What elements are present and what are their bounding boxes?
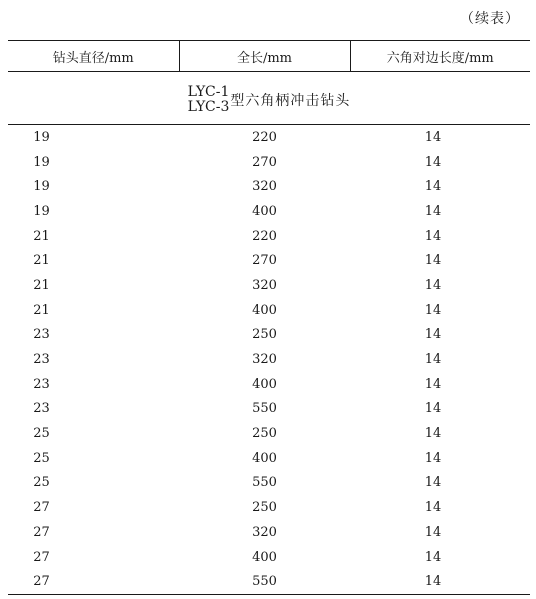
cell-diameter: 21 [33, 253, 50, 269]
cell-length: 400 [252, 376, 277, 392]
cell-hex-width: 14 [424, 401, 442, 417]
cell-length: 550 [179, 569, 350, 594]
subheader-row [8, 72, 530, 125]
cell-diameter: 21 [33, 277, 50, 293]
cell-length: 220 [252, 228, 277, 244]
table-row [8, 545, 530, 570]
cell-hex-width: 14 [424, 376, 442, 392]
cell-length: 320 [252, 352, 277, 368]
continued-caption: （续表） [460, 11, 520, 27]
cell-hex-width: 14 [424, 129, 442, 145]
cell-diameter: 27 [8, 569, 179, 594]
cell-diameter: 27 [33, 524, 50, 540]
table-row [8, 150, 530, 175]
cell-length: 400 [252, 549, 277, 565]
cell-diameter: 23 [33, 401, 50, 417]
header-diameter: 钻头直径/mm [8, 41, 179, 72]
table-subheader [8, 72, 530, 125]
table-row [8, 495, 530, 520]
cell-diameter: 23 [33, 352, 50, 368]
cell-diameter: 23 [33, 327, 50, 343]
model-stack [188, 85, 230, 115]
cell-length: 550 [252, 475, 277, 491]
table-row [8, 471, 530, 496]
cell-length: 270 [252, 253, 277, 269]
cell-length: 220 [252, 129, 277, 145]
cell-hex-width: 14 [424, 524, 442, 540]
table-header [8, 41, 530, 72]
cell-diameter: 19 [33, 203, 50, 219]
cell-diameter: 19 [33, 129, 50, 145]
cell-hex-width: 14 [424, 352, 442, 368]
cell-length: 320 [252, 524, 277, 540]
cell-hex-width: 14 [424, 327, 442, 343]
cell-hex-width: 14 [424, 426, 442, 442]
subheader-content [188, 85, 351, 115]
cell-length: 250 [252, 500, 277, 516]
table-row [8, 569, 530, 594]
cell-diameter: 25 [33, 450, 50, 466]
cell-length: 270 [252, 154, 277, 170]
cell-hex-width: 14 [424, 500, 442, 516]
table-row [8, 248, 530, 273]
cell-hex-width: 14 [350, 569, 530, 594]
cell-length: 250 [252, 426, 277, 442]
table-body [8, 125, 530, 595]
cell-hex-width: 14 [424, 450, 442, 466]
cell-diameter: 25 [33, 426, 50, 442]
header-length: 全长/mm [179, 41, 350, 72]
model-top: LYC-1 [187, 84, 230, 100]
cell-hex-width: 14 [424, 203, 442, 219]
cell-length: 400 [252, 450, 277, 466]
table-row [8, 372, 530, 397]
cell-hex-width: 14 [424, 475, 442, 491]
cell-hex-width: 14 [424, 154, 442, 170]
cell-length: 400 [252, 203, 277, 219]
cell-hex-width: 14 [424, 179, 442, 195]
table-row [8, 397, 530, 422]
table-row [8, 273, 530, 298]
type-text: 型六角柄冲击钻头 [230, 93, 351, 109]
table-row [8, 199, 530, 224]
table-row [8, 347, 530, 372]
cell-diameter: 21 [33, 228, 50, 244]
cell-length: 400 [252, 302, 277, 318]
cell-diameter: 27 [33, 500, 50, 516]
cell-length: 550 [252, 401, 277, 417]
cell-diameter: 27 [33, 549, 50, 565]
header-row [8, 41, 530, 72]
cell-diameter: 25 [33, 475, 50, 491]
table-row [8, 125, 530, 150]
table-row [8, 323, 530, 348]
drill-bit-table [8, 40, 530, 595]
cell-diameter: 19 [33, 154, 50, 170]
table-row [8, 174, 530, 199]
cell-length: 320 [252, 179, 277, 195]
cell-diameter: 23 [33, 376, 50, 392]
table-row [8, 421, 530, 446]
table-row [8, 224, 530, 249]
cell-hex-width: 14 [424, 253, 442, 269]
drill-bit-table-container [8, 40, 530, 595]
header-hex-width: 六角对边长度/mm [350, 41, 530, 72]
table-row [8, 446, 530, 471]
cell-diameter: 19 [33, 179, 50, 195]
cell-hex-width: 14 [424, 277, 442, 293]
model-bottom: LYC-3 [187, 99, 230, 115]
table-row [8, 298, 530, 323]
cell-hex-width: 14 [424, 549, 442, 565]
cell-length: 250 [252, 327, 277, 343]
cell-diameter: 21 [33, 302, 50, 318]
table-row [8, 520, 530, 545]
subheader-cell [8, 72, 530, 125]
cell-length: 320 [252, 277, 277, 293]
cell-hex-width: 14 [424, 302, 442, 318]
cell-hex-width: 14 [424, 228, 442, 244]
